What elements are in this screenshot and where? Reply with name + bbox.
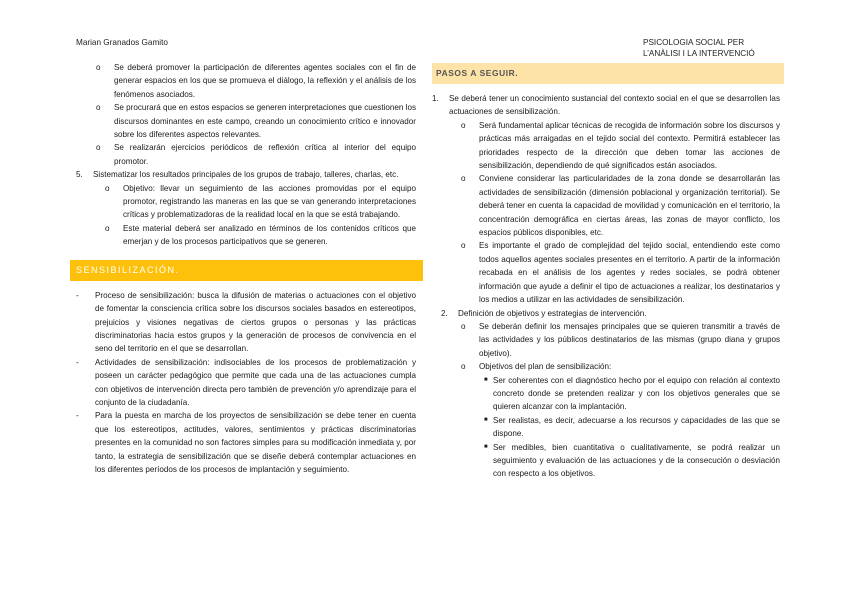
circle-bullet-icon: o — [461, 362, 466, 372]
list-item-text: Se deberán definir los mensajes principales que se quieren transmitir a través de las actividades y los públicos destinatarios de las mismas (grupo diana y grupos objetivo). — [479, 321, 780, 358]
circle-bullet-icon: o — [96, 63, 101, 72]
list-item — [432, 414, 780, 441]
item-number: 1. — [432, 94, 439, 103]
list-item — [432, 374, 780, 414]
square-bullet-icon: ■ — [484, 416, 488, 423]
numbered-item-text: Definición de objetivos y estrategias de intervención. — [458, 308, 647, 318]
list-item — [432, 239, 780, 306]
course-title-line-2: L’ANÀLISI I LA INTERVENCIÓ — [643, 49, 755, 58]
circle-bullet-icon: o — [96, 143, 101, 153]
item-number: 2. — [441, 308, 448, 318]
list-item — [432, 360, 780, 373]
numbered-item-1 — [432, 92, 780, 119]
author-name: Marian Granados Gamito — [76, 38, 168, 47]
list-item-text: Será fundamental aplicar técnicas de recogida de información sobre los discursos y prácticas más arraigadas en el tejido social del contexto. Permitirá establecer las prioridades respecto de la dirección que deben tomar las acciones de sensibilización, dependiendo de qué significados están asociados. — [479, 120, 780, 171]
list-item-text: Se deberá promover la participación de diferentes agentes sociales con el fin de generar espacios en los que se promueva el diálogo, la reflexión y el análisis de los fenómenos asociados. — [114, 63, 416, 99]
list-item — [76, 141, 416, 168]
circle-bullet-icon: o — [461, 174, 466, 184]
numbered-item-5 — [76, 168, 416, 181]
list-item-text: Conviene considerar las particularidades de la zona donde se desarrollarán las actividades de sensibilización (dimensión poblacional y organización territorial). Se deberá tener en cuenta la capacidad de movilidad y comunicación en el territorio, la concentración demográfica en ciertas áreas, las zonas de mayor conflicto, los espacios públicos disponibles, etc. — [479, 174, 780, 238]
list-item-text: Este material deberá ser analizado en términos de los contenidos críticos que emerjan y de los procesos participativos que se generen. — [123, 223, 416, 247]
list-item-text: Actividades de sensibilización: indisociables de los procesos de problematización y poseen un carácter pedagógico que permite que cada una de las actuaciones cumpla con objetivos de intervención directa pero también de prevención y/o aprendizaje para el conjunto de la ciudadanía. — [95, 357, 416, 407]
list-item-text: Ser coherentes con el diagnóstico hecho por el equipo con relación al contexto concreto donde se pretenden realizar y con los objetivos generales que se quieren alcanzar con la implantación. — [493, 375, 780, 412]
list-item — [432, 172, 780, 239]
list-item — [76, 409, 416, 476]
numbered-item-2 — [432, 307, 780, 320]
course-title-line-1: PSICOLOGIA SOCIAL PER — [643, 38, 745, 47]
dash-bullet-icon: - — [76, 290, 79, 300]
list-item — [76, 222, 416, 249]
list-item — [76, 182, 416, 222]
circle-bullet-icon: o — [105, 223, 110, 233]
circle-bullet-icon: o — [461, 321, 466, 331]
numbered-item-text: Se deberá tener un conocimiento sustancial del contexto social en el que se desarrollen las actuaciones de sensibilización. — [449, 94, 780, 117]
circle-bullet-icon: o — [105, 183, 110, 193]
list-item-text: Es importante el grado de complejidad del tejido social, entendiendo este como todos aquellos agentes sociales presentes en el territorio. A partir de la información recabada en el análisis de los agentes y redes sociales, se podrá obtener información que ayude a definir el tipo de actuaciones a realizar, los destinatarios y los medios a utilizar en las actividades de sensibilización. — [479, 241, 780, 305]
square-bullet-icon: ■ — [484, 376, 488, 383]
list-item — [432, 320, 780, 360]
circle-bullet-icon: o — [461, 241, 466, 251]
list-item-text: Se procurará que en estos espacios se generen interpretaciones que cuestionen los discursos dominantes en este campo, creando un conocimiento crítico e innovador sobre los diferentes aspectos relevantes. — [114, 103, 416, 140]
course-title — [643, 37, 755, 59]
right-column — [432, 63, 780, 481]
numbered-item-text: Sistematizar los resultados principales de los grupos de trabajo, talleres, charlas, etc. — [93, 170, 399, 180]
list-item — [432, 441, 780, 481]
list-item-text: Para la puesta en marcha de los proyectos de sensibilización se debe tener en cuenta que los estereotipos, actitudes, valores, sentimientos y prácticas discriminatorias presentes en la comunidad no son factores simples para su modificación inmediata y, por tanto, la estrategia de sensibilización que se diseñe deberá contemplar actuaciones en los diferentes períodos de los procesos de implantación y seguimiento. — [95, 411, 416, 474]
list-item-text: Objetivos del plan de sensibilización: — [479, 362, 612, 372]
list-item-text: Proceso de sensibilización: busca la difusión de materias o actuaciones con el objetivo de fomentar la consciencia crítica sobre los discursos sociales basados en estereotipos, prejuicios y visiones negativas de ciertos grupos o personas y las prácticas discriminatorias hacia estos grupos y la generación de procesos de convivencia en el seno del territorio en el que se desarrollan. — [95, 290, 416, 354]
list-item — [76, 289, 416, 356]
list-item-text: Se realizarán ejercicios periódicos de reflexión crítica al interior del equipo promotor. — [114, 143, 416, 166]
section-heading-sensibilizacion: SENSIBILIZACIÓN. — [70, 260, 423, 281]
list-item — [432, 119, 780, 173]
list-item — [76, 356, 416, 410]
list-item — [76, 61, 416, 101]
list-item-text: Ser medibles, bien cuantitativa o cualitativamente, se podrá realizar un seguimiento y evaluación de las actuaciones y de la consecución o desviación con respecto a los objetivos. — [493, 442, 780, 479]
item-number: 5. — [76, 170, 83, 180]
circle-bullet-icon: o — [96, 103, 101, 113]
list-item — [76, 101, 416, 141]
left-column — [76, 61, 416, 476]
square-bullet-icon: ■ — [484, 443, 488, 450]
dash-bullet-icon: - — [76, 357, 79, 367]
list-item-text: Objetivo: llevar un seguimiento de las acciones promovidas por el equipo promotor, registrando las maneras en las que se van generando interpretaciones críticas y problematizadoras de la realidad local en la que se está trabajando. — [123, 183, 416, 220]
circle-bullet-icon: o — [461, 120, 466, 130]
list-item-text: Ser realistas, es decir, adecuarse a los recursos y capacidades de las que se dispone. — [493, 415, 780, 439]
dash-bullet-icon: - — [76, 411, 79, 421]
section-heading-pasos-a-seguir: PASOS A SEGUIR. — [432, 63, 784, 84]
